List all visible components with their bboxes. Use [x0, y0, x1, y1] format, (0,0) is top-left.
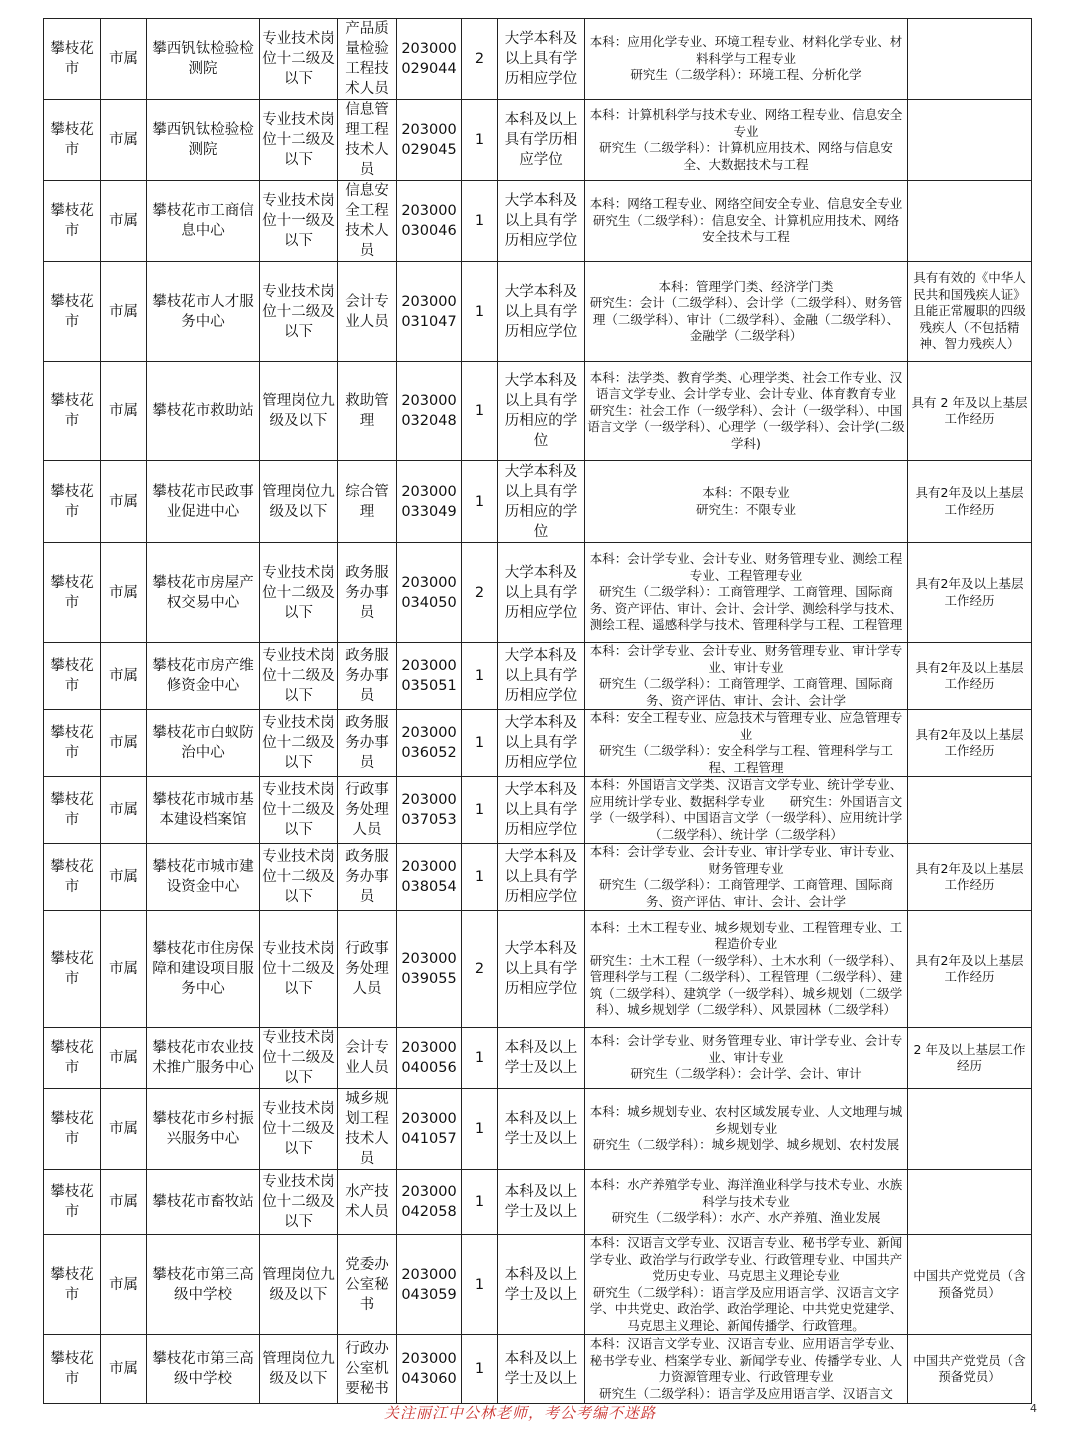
other-conditions-cell: 具有2年及以上基层工作经历 [908, 643, 1032, 710]
other-conditions-cell [908, 100, 1032, 181]
other-conditions-cell: 具有有效的《中华人民共和国残疾人证》且能正常履职的四级残疾人（不包括精神、智力残疾人） [908, 262, 1032, 362]
requirement-line: 研究生（二级学科）：环境工程、分析化学 [630, 67, 862, 83]
level-cell: 市属 [101, 710, 147, 777]
education-cell: 本科及以上学士及以上 [498, 1335, 585, 1404]
post-name-cell: 综合管理 [338, 461, 397, 543]
other-conditions-cell: 具有2年及以上基层工作经历 [908, 710, 1032, 777]
post-type-cell: 管理岗位九级及以下 [260, 461, 338, 543]
requirements-cell [585, 461, 908, 543]
level-cell: 市属 [101, 543, 147, 643]
post-name-cell: 信息管理工程技术人员 [338, 100, 397, 181]
requirements-cell [585, 262, 908, 362]
requirement-line: 研究生（二级学科）：会计学、会计、审计 [630, 1066, 862, 1082]
education-cell: 大学本科及以上具有学历相应学位 [498, 643, 585, 710]
city-cell: 攀枝花市 [44, 1089, 101, 1170]
requirement-line: 研究生（二级学科）：工商管理学、工商管理、国际商务、资产评估、审计、会计、会计学 [599, 877, 893, 909]
table-row [44, 643, 1032, 710]
education-cell: 本科及以上学士及以上 [498, 1028, 585, 1089]
unit-cell: 攀枝花市第三高级中学校 [147, 1335, 260, 1404]
unit-cell: 攀西钒钛检验检测院 [147, 19, 260, 100]
requirement-line: 本科：不限专业 [702, 485, 790, 500]
requirement-line: 本科：水产养殖学专业、海洋渔业科学与技术专业、水族科学与技术专业 [589, 1177, 903, 1209]
hire-count-cell: 2 [462, 543, 498, 643]
post-name-cell: 行政事务处理人员 [338, 911, 397, 1028]
post-type-cell: 专业技术岗位十二级及以下 [260, 643, 338, 710]
level-cell: 市属 [101, 911, 147, 1028]
city-cell: 攀枝花市 [44, 543, 101, 643]
level-cell: 市属 [101, 1235, 147, 1335]
requirement-line: 本科：法学类、教育学类、心理学类、社会工作专业、汉语言文学专业、会计学专业、会计专业、体育教育专业 [589, 369, 903, 402]
post-code-cell: 203000 042058 [397, 1170, 462, 1235]
post-code-cell: 203000 043059 [397, 1235, 462, 1335]
requirement-line: 研究生：社会工作（一级学科）、会计（一级学科）、中国语言文学（一级学科）、心理学（一级学科）、会计学(二级学科) [587, 402, 905, 451]
requirement-line: 本科：会计学专业、会计专业、审计学专业、审计专业、财务管理专业 [589, 844, 903, 876]
post-type-cell: 专业技术岗位十一级及以下 [260, 181, 338, 262]
table-row [44, 844, 1032, 911]
requirement-line: 本科：会计学专业、财务管理专业、审计学专业、会计专业、审计专业 [589, 1033, 903, 1065]
post-type-cell: 专业技术岗位十二级及以下 [260, 844, 338, 911]
other-conditions-cell: 具有2年及以上基层工作经历 [908, 543, 1032, 643]
table-row [44, 1235, 1032, 1335]
education-cell: 大学本科及以上具有学历相应学位 [498, 710, 585, 777]
city-cell: 攀枝花市 [44, 19, 101, 100]
unit-cell: 攀枝花市人才服务中心 [147, 262, 260, 362]
job-table-body [44, 19, 1032, 1404]
hire-count-cell: 1 [462, 1235, 498, 1335]
job-table [43, 18, 1032, 1404]
table-row [44, 19, 1032, 100]
unit-cell: 攀枝花市畜牧站 [147, 1170, 260, 1235]
requirement-line: 本科：会计学专业、会计专业、财务管理专业、审计学专业、审计专业 [589, 643, 903, 675]
level-cell: 市属 [101, 844, 147, 911]
hire-count-cell: 1 [462, 643, 498, 710]
other-conditions-cell: 2 年及以上基层工作经历 [908, 1028, 1032, 1089]
table-row [44, 461, 1032, 543]
education-cell: 本科及以上具有学历相应学位 [498, 100, 585, 181]
education-cell: 本科及以上学士及以上 [498, 1235, 585, 1335]
requirement-line: 研究生（二级学科）：工商管理学、工商管理、国际商务、资产评估、审计、会计、会计学 [599, 676, 893, 708]
unit-cell: 攀枝花市民政事业促进中心 [147, 461, 260, 543]
post-code-cell: 203000 029044 [397, 19, 462, 100]
education-cell: 大学本科及以上具有学历相应学位 [498, 844, 585, 911]
unit-cell: 攀枝花市房产维修资金中心 [147, 643, 260, 710]
other-conditions-cell: 中国共产党党员（含预备党员） [908, 1235, 1032, 1335]
post-code-cell: 203000 039055 [397, 911, 462, 1028]
hire-count-cell: 1 [462, 1170, 498, 1235]
table-row [44, 911, 1032, 1028]
post-type-cell: 专业技术岗位十二级及以下 [260, 911, 338, 1028]
level-cell: 市属 [101, 1170, 147, 1235]
city-cell: 攀枝花市 [44, 461, 101, 543]
footer-slogan: 关注丽江中公林老师，考公考编不迷路 [384, 1404, 657, 1422]
unit-cell: 攀枝花市房屋产权交易中心 [147, 543, 260, 643]
level-cell: 市属 [101, 181, 147, 262]
other-conditions-cell: 中国共产党党员（含预备党员） [908, 1335, 1032, 1404]
level-cell: 市属 [101, 1335, 147, 1404]
post-type-cell: 专业技术岗位十二级及以下 [260, 1089, 338, 1170]
hire-count-cell: 1 [462, 1028, 498, 1089]
city-cell: 攀枝花市 [44, 643, 101, 710]
requirement-line: 研究生（二级学科）：工商管理学、工商管理、国际商务、资产评估、审计、会计、会计学、测绘科学与技术、测绘工程、遥感科学与技术、管理科学与工程、工程管理 [589, 584, 903, 633]
post-name-cell: 行政事务处理人员 [338, 777, 397, 844]
city-cell: 攀枝花市 [44, 100, 101, 181]
table-row [44, 362, 1032, 461]
hire-count-cell: 1 [462, 181, 498, 262]
level-cell: 市属 [101, 777, 147, 844]
post-type-cell: 专业技术岗位十二级及以下 [260, 1028, 338, 1089]
requirement-line: 研究生：不限专业 [695, 501, 796, 517]
unit-cell: 攀枝花市救助站 [147, 362, 260, 461]
requirement-line: 本科：汉语言文学专业、汉语言专业、秘书学专业、新闻学专业、政治学与行政学专业、行政管理专业、中国共产党历史专业、马克思主义理论专业 [589, 1235, 903, 1283]
level-cell: 市属 [101, 19, 147, 100]
hire-count-cell: 1 [462, 461, 498, 543]
level-cell: 市属 [101, 1028, 147, 1089]
unit-cell: 攀枝花市城市建设资金中心 [147, 844, 260, 911]
requirement-line: 研究生（二级学科）：语言学及应用语言学、汉语言文 [599, 1385, 893, 1401]
post-name-cell: 党委办公室秘书 [338, 1235, 397, 1335]
education-cell: 大学本科及以上具有学历相应学位 [498, 777, 585, 844]
level-cell: 市属 [101, 362, 147, 461]
requirements-cell [585, 1335, 908, 1404]
post-name-cell: 政务服务办事员 [338, 710, 397, 777]
other-conditions-cell: 具有2年及以上基层工作经历 [908, 844, 1032, 911]
unit-cell: 攀西钒钛检验检测院 [147, 100, 260, 181]
requirements-cell [585, 710, 908, 777]
unit-cell: 攀枝花市农业技术推广服务中心 [147, 1028, 260, 1089]
post-name-cell: 城乡规划工程技术人员 [338, 1089, 397, 1170]
unit-cell: 攀枝花市白蚁防治中心 [147, 710, 260, 777]
post-type-cell: 专业技术岗位十二级及以下 [260, 1170, 338, 1235]
table-row [44, 1170, 1032, 1235]
requirement-line: 研究生（二级学科）：信息安全、计算机应用技术、网络安全技术与工程 [592, 212, 900, 245]
requirement-line: 本科：网络工程专业、网络空间安全专业、信息安全专业 [589, 196, 903, 212]
post-code-cell: 203000 041057 [397, 1089, 462, 1170]
hire-count-cell: 1 [462, 1335, 498, 1404]
post-code-cell: 203000 043060 [397, 1335, 462, 1404]
city-cell: 攀枝花市 [44, 262, 101, 362]
post-type-cell: 专业技术岗位十二级及以下 [260, 710, 338, 777]
other-conditions-cell: 具有2年及以上基层工作经历 [908, 911, 1032, 1028]
hire-count-cell: 1 [462, 262, 498, 362]
requirement-line: 本科：计算机科学与技术专业、网络工程专业、信息安全专业 [589, 107, 903, 139]
requirements-cell [585, 362, 908, 461]
table-row [44, 1335, 1032, 1404]
requirement-line: 研究生（二级学科）：水产、水产养殖、渔业发展 [611, 1210, 881, 1226]
post-name-cell: 会计专业人员 [338, 262, 397, 362]
city-cell: 攀枝花市 [44, 1235, 101, 1335]
post-name-cell: 政务服务办事员 [338, 844, 397, 911]
post-name-cell: 救助管理 [338, 362, 397, 461]
post-name-cell: 信息安全工程技术人员 [338, 181, 397, 262]
footer [0, 1402, 1080, 1426]
post-type-cell: 专业技术岗位十二级及以下 [260, 777, 338, 844]
hire-count-cell: 1 [462, 710, 498, 777]
city-cell: 攀枝花市 [44, 1028, 101, 1089]
requirements-cell [585, 844, 908, 911]
city-cell: 攀枝花市 [44, 911, 101, 1028]
requirements-cell [585, 911, 908, 1028]
requirement-line: 研究生（二级学科）：城乡规划学、城乡规划、农村发展 [592, 1137, 900, 1153]
post-name-cell: 水产技术人员 [338, 1170, 397, 1235]
education-cell: 本科及以上学士及以上 [498, 1089, 585, 1170]
post-name-cell: 行政办公室机要秘书 [338, 1335, 397, 1404]
post-name-cell: 会计专业人员 [338, 1028, 397, 1089]
table-row [44, 777, 1032, 844]
page-number: 4 [1030, 1402, 1037, 1415]
other-conditions-cell [908, 1170, 1032, 1235]
hire-count-cell: 2 [462, 19, 498, 100]
requirement-line: 本科：管理学门类、经济学门类 [658, 278, 834, 294]
requirements-cell [585, 777, 908, 844]
requirements-cell [585, 1028, 908, 1089]
city-cell: 攀枝花市 [44, 181, 101, 262]
post-code-cell: 203000 036052 [397, 710, 462, 777]
post-code-cell: 203000 033049 [397, 461, 462, 543]
other-conditions-cell: 具有2年及以上基层工作经历 [908, 461, 1032, 543]
requirements-cell [585, 1089, 908, 1170]
table-row [44, 543, 1032, 643]
requirements-cell [585, 543, 908, 643]
requirement-line: 本科：会计学专业、会计专业、财务管理专业、测绘工程专业、工程管理专业 [589, 551, 903, 583]
post-name-cell: 政务服务办事员 [338, 643, 397, 710]
level-cell: 市属 [101, 100, 147, 181]
post-code-cell: 203000 035051 [397, 643, 462, 710]
post-code-cell: 203000 040056 [397, 1028, 462, 1089]
requirement-line: 研究生（二级学科）：安全科学与工程、管理科学与工程、工程管理 [599, 743, 893, 775]
requirements-cell [585, 1170, 908, 1235]
hire-count-cell: 1 [462, 777, 498, 844]
post-type-cell: 管理岗位九级及以下 [260, 1235, 338, 1335]
unit-cell: 攀枝花市第三高级中学校 [147, 1235, 260, 1335]
education-cell: 本科及以上学士及以上 [498, 1170, 585, 1235]
requirements-cell [585, 19, 908, 100]
education-cell: 大学本科及以上具有学历相应学位 [498, 19, 585, 100]
requirements-cell [585, 100, 908, 181]
requirement-line: 研究生（二级学科）：计算机应用技术、网络与信息安全、大数据技术与工程 [599, 140, 893, 172]
post-type-cell: 管理岗位九级及以下 [260, 1335, 338, 1404]
requirement-line: 本科：汉语言文学专业、汉语言专业、应用语言学专业、秘书学专业、档案学专业、新闻学专业、传播学专业、人力资源管理专业、行政管理专业 [589, 1336, 903, 1384]
hire-count-cell: 1 [462, 1089, 498, 1170]
city-cell: 攀枝花市 [44, 710, 101, 777]
education-cell: 大学本科及以上具有学历相应学位 [498, 181, 585, 262]
unit-cell: 攀枝花市住房保障和建设项目服务中心 [147, 911, 260, 1028]
post-type-cell: 管理岗位九级及以下 [260, 362, 338, 461]
level-cell: 市属 [101, 262, 147, 362]
hire-count-cell: 1 [462, 362, 498, 461]
unit-cell: 攀枝花市城市基本建设档案馆 [147, 777, 260, 844]
requirement-line: 研究生（二级学科）：语言学及应用语言学、汉语言文字学、中共党史、政治学、政治学理论、中共党史党建学、马克思主义理论、新闻传播学、行政管理。 [589, 1284, 903, 1333]
city-cell: 攀枝花市 [44, 1335, 101, 1404]
city-cell: 攀枝花市 [44, 1170, 101, 1235]
hire-count-cell: 1 [462, 100, 498, 181]
table-row [44, 100, 1032, 181]
other-conditions-cell [908, 1089, 1032, 1170]
city-cell: 攀枝花市 [44, 362, 101, 461]
requirements-cell [585, 181, 908, 262]
table-row [44, 262, 1032, 362]
post-code-cell: 203000 038054 [397, 844, 462, 911]
requirement-line: 研究生：会计（二级学科）、会计学（二级学科）、财务管理（二级学科）、审计（二级学科）、金融（二级学科）、金融学（二级学科） [589, 295, 903, 343]
requirement-line: 研究生：土木工程（一级学科）、土木水利（一级学科）、管理科学与工程（二级学科）、工程管理（二级学科）、建筑（二级学科）、建筑学（一级学科）、城乡规划（二级学科）、城乡规划学（二级学科）、风景园林（二级学科） [589, 952, 903, 1017]
education-cell: 大学本科及以上具有学历相应的学位 [498, 362, 585, 461]
table-row [44, 1028, 1032, 1089]
table-row [44, 181, 1032, 262]
table-row [44, 1089, 1032, 1170]
education-cell: 大学本科及以上具有学历相应学位 [498, 911, 585, 1028]
level-cell: 市属 [101, 461, 147, 543]
other-conditions-cell: 具有 2 年及以上基层工作经历 [908, 362, 1032, 461]
other-conditions-cell [908, 777, 1032, 844]
other-conditions-cell [908, 181, 1032, 262]
hire-count-cell: 1 [462, 844, 498, 911]
post-code-cell: 203000 030046 [397, 181, 462, 262]
post-code-cell: 203000 034050 [397, 543, 462, 643]
post-type-cell: 专业技术岗位十二级及以下 [260, 100, 338, 181]
education-cell: 大学本科及以上具有学历相应学位 [498, 262, 585, 362]
requirement-line: 本科：应用化学专业、环境工程专业、材料化学专业、材料科学与工程专业 [589, 34, 903, 66]
education-cell: 大学本科及以上具有学历相应的学位 [498, 461, 585, 543]
post-code-cell: 203000 037053 [397, 777, 462, 844]
requirement-line: 本科：土木工程专业、城乡规划专业、工程管理专业、工程造价专业 [589, 919, 903, 951]
requirement-line: 本科：安全工程专业、应急技术与管理专业、应急管理专业 [589, 710, 903, 742]
level-cell: 市属 [101, 1089, 147, 1170]
hire-count-cell: 2 [462, 911, 498, 1028]
level-cell: 市属 [101, 643, 147, 710]
post-code-cell: 203000 029045 [397, 100, 462, 181]
requirement-line: 本科：外国语言文学类、汉语言文学专业、统计学专业、应用统计学专业、数据科学专业 研究生：外国语言文学（一级学科）、中国语言文学（一级学科）、应用统计学（二级学科）、统计学（二级学科） [589, 777, 903, 842]
other-conditions-cell [908, 19, 1032, 100]
post-name-cell: 产品质量检验工程技术人员 [338, 19, 397, 100]
table-row [44, 710, 1032, 777]
requirements-cell [585, 1235, 908, 1335]
requirement-line: 本科：城乡规划专业、农村区域发展专业、人文地理与城乡规划专业 [589, 1104, 903, 1136]
post-type-cell: 专业技术岗位十二级及以下 [260, 262, 338, 362]
post-type-cell: 专业技术岗位十二级及以下 [260, 19, 338, 100]
post-code-cell: 203000 031047 [397, 262, 462, 362]
post-type-cell: 专业技术岗位十二级及以下 [260, 543, 338, 643]
post-name-cell: 政务服务办事员 [338, 543, 397, 643]
unit-cell: 攀枝花市工商信息中心 [147, 181, 260, 262]
requirements-cell [585, 643, 908, 710]
city-cell: 攀枝花市 [44, 844, 101, 911]
education-cell: 大学本科及以上具有学历相应学位 [498, 543, 585, 643]
post-code-cell: 203000 032048 [397, 362, 462, 461]
unit-cell: 攀枝花市乡村振兴服务中心 [147, 1089, 260, 1170]
city-cell: 攀枝花市 [44, 777, 101, 844]
